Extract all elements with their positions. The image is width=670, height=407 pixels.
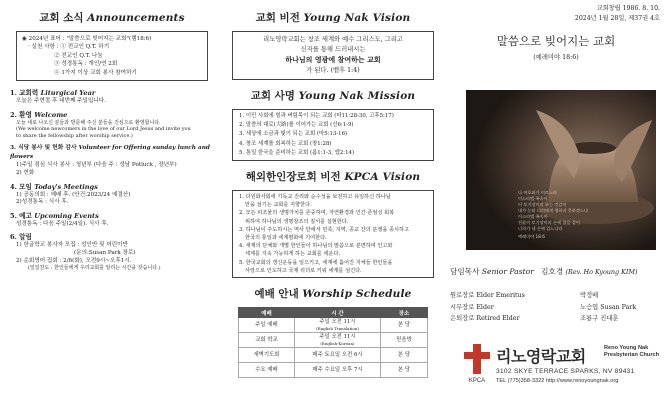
announcement-heading-en: Upcoming Events bbox=[34, 211, 99, 220]
photo-verse-line: 이스라엘 족속아 bbox=[518, 214, 548, 219]
church-name-en bbox=[604, 345, 659, 359]
announcement-text: 성경통독 : 다음 주일(2/4일). 식사 후. bbox=[16, 220, 109, 227]
vision-title-ko: 교회 비전 bbox=[255, 12, 300, 24]
founded-date: 교회창립 1986. 8. 10. bbox=[596, 5, 660, 12]
vision-title bbox=[228, 10, 438, 25]
announcement-welcome bbox=[10, 111, 214, 140]
announcements-title-ko: 교회 소식 bbox=[39, 12, 84, 24]
announcement-heading-en: Today's Meetings bbox=[34, 182, 98, 191]
schedule-time-cell bbox=[295, 333, 381, 348]
announcement-text: 2) 헌화 bbox=[16, 170, 35, 176]
cover-title: 말씀으로 빚어지는 교회 bbox=[496, 34, 616, 48]
announcements-title bbox=[10, 10, 214, 25]
announcement-text: 2) 순회영어 집회 : 2/6(화), 오전9시~오후1시. bbox=[16, 257, 132, 264]
photo-verse-line: 이 토기장이의 하는 것같이 bbox=[518, 202, 567, 207]
photo-verse-line: 이스라엘 족속아 bbox=[518, 196, 548, 201]
schedule-time-cell bbox=[295, 318, 381, 333]
elder-row bbox=[450, 302, 664, 314]
schedule-title-ko: 예배 안내 bbox=[254, 288, 299, 301]
announcement-text: (We welcome newcomers in the love of our Lord Jesus and invite you bbox=[16, 126, 191, 133]
elders-list bbox=[450, 290, 664, 325]
pastor-name-ko: 김호경 bbox=[541, 267, 564, 276]
kpca-item: 5. 한국교회의 갱신운동을 일으키고, 세계에 흩어진 지체들 한인들을 bbox=[239, 259, 393, 266]
announcement-text: 2)성경통독 : 식사 후. bbox=[16, 199, 69, 206]
potter-photo bbox=[466, 90, 656, 250]
elder-row bbox=[450, 313, 664, 325]
photo-verse-ref: 예레미야 18:6 bbox=[518, 234, 545, 239]
announcement-text: 1)주일 점심 식사 봉사 : 청년부 (다음 주 : 성남 Potluck , 장년부) bbox=[16, 162, 177, 169]
mission-item: 5. 통일 한국을 준비하는 교회 (롬1:1-3, 엡2:14) bbox=[239, 149, 355, 156]
announcement-heading: 4. 모임 bbox=[10, 182, 32, 191]
kpca-title-ko: 해외한인장로회 비전 bbox=[245, 171, 341, 184]
vision-emphasis: 하나님의 영광에 참여하는 교회 bbox=[285, 55, 381, 64]
elder-name: 박정배 bbox=[580, 292, 599, 299]
church-name-en-line: Presbyterian Church bbox=[604, 352, 660, 358]
announcement-heading: 2. 환영 bbox=[10, 110, 32, 119]
kpca-cross-icon bbox=[460, 340, 494, 384]
schedule-row bbox=[239, 348, 428, 363]
kpca-item: 위하여 하나님의 생명창조의 질서를 실현한다. bbox=[245, 218, 349, 225]
announcement-text: to share the fellowship after worship service.) bbox=[16, 132, 133, 139]
vision-text: 가 된다. (벧후 1:4) bbox=[306, 67, 360, 74]
bulletin-header bbox=[450, 4, 662, 23]
schedule-row bbox=[239, 363, 428, 378]
elder-role: 시무장로 Elder bbox=[450, 303, 494, 311]
schedule-name: 주일 예배 bbox=[239, 318, 295, 333]
photo-verse bbox=[518, 190, 608, 240]
schedule-sub: (English-Korean) bbox=[320, 340, 355, 346]
schedule-time: 매주 수요일 오후 7시 bbox=[295, 363, 381, 378]
announcement-meetings bbox=[10, 183, 214, 207]
church-name-ko: 리노영락교회 bbox=[496, 347, 586, 366]
church-logo-block bbox=[456, 340, 666, 404]
announcement-liturgical bbox=[10, 89, 214, 106]
year-theme-box bbox=[16, 31, 208, 81]
kpca-item: 1. 다원화사회에 기독교 진리와 순수성을 보전하고 유일하신 하나님 bbox=[239, 194, 391, 201]
cover-reference: (예레미야 18:6) bbox=[533, 54, 579, 61]
announcement-heading: 3. 식당 봉사 및 헌화 감사 bbox=[10, 145, 77, 152]
schedule-row bbox=[239, 318, 428, 333]
mission-box bbox=[232, 109, 434, 161]
photo-verse-line: 너희가 내 손에 있느니라 bbox=[518, 226, 563, 231]
photo-verse-line: 내가 능히 너희에게 행하지 못하겠느냐 bbox=[518, 208, 589, 213]
kpca-item: 만을 섬기는 교회를 지향한다. bbox=[245, 202, 312, 209]
mission-item: 4. 창조 세계를 회복하는 교회 (창1:28) bbox=[239, 140, 332, 147]
schedule-name: 수요 예배 bbox=[239, 363, 295, 378]
mission-item: 1. 이민 사회에 힘과 버팀목이 되는 교회 (마11:28-30, 고후5:17) bbox=[239, 113, 394, 119]
year-theme-line: ④ 1가지 이상 교회 봉사 참여하기 bbox=[54, 69, 137, 76]
announcement-heading-en: Volunteer for Offering sunday lunch and flowers bbox=[10, 145, 210, 161]
schedule-place: 본 당 bbox=[381, 318, 428, 333]
elder-name: 조룡구 진대훈 bbox=[580, 315, 619, 322]
schedule-name: 새벽기도회 bbox=[239, 348, 295, 363]
vision-text: 리노영락교회는 창조 세계와 예수 그리스도, 그리고 bbox=[263, 36, 403, 43]
kpca-item: 4. 세계의 단체와 개별 한인들이 하나님의 말씀으로 분면하며 인고와 bbox=[239, 243, 393, 250]
schedule-sub: (English Translation) bbox=[316, 325, 359, 331]
schedule-time: 주일 오전 11시 bbox=[319, 334, 356, 341]
announcement-heading: 5. 예고 bbox=[10, 211, 32, 220]
pastor-label-ko: 담임목사 bbox=[450, 267, 480, 276]
elder-row bbox=[450, 290, 664, 302]
church-contact: TEL (775)358-3322 http://www.renoyoungnak.org bbox=[496, 378, 619, 384]
kpca-box bbox=[232, 190, 434, 278]
mission-title-en: Young Nak Mission bbox=[298, 90, 416, 102]
mission-title bbox=[228, 88, 438, 103]
kpca-label: KPCA bbox=[468, 378, 486, 384]
kpca-title bbox=[228, 169, 438, 184]
schedule-row bbox=[239, 333, 428, 348]
schedule-header: 예배 bbox=[239, 308, 295, 318]
announcement-heading-en: Welcome bbox=[34, 110, 68, 119]
pastor-label-en: Senior Pastor bbox=[481, 267, 534, 276]
schedule-place: 본 당 bbox=[381, 363, 428, 378]
announcements-title-en: Announcements bbox=[87, 12, 185, 24]
elder-name: 노승엽 Susan Park bbox=[580, 303, 637, 311]
vision-text: 신자를 통해 드러내시는 bbox=[300, 46, 366, 53]
kpca-item: 3. 하나님이 주도하시는 역사 안에서 민족, 지역, 종교 간의 분쟁을 종식하고 bbox=[239, 226, 410, 233]
church-name-en-line: Reno Young Nak bbox=[604, 345, 649, 351]
schedule-place: 본 당 bbox=[381, 348, 428, 363]
vision-column bbox=[222, 0, 444, 407]
kpca-title-en: KPCA Vision bbox=[344, 171, 421, 184]
announcement-heading-en: Liturgical Year bbox=[40, 89, 96, 98]
announcement-text: 오늘은 주현절 후 네번째 주일입니다. bbox=[16, 98, 106, 105]
announcement-text: (문의:Susan Park 장로) bbox=[74, 249, 136, 256]
mission-item: 3. 세상에 소금과 빛이 되는 교회 (마5:13-16) bbox=[239, 131, 348, 138]
schedule-header-row bbox=[239, 308, 428, 318]
elder-role: 원로장로 Elder Emeritus bbox=[450, 292, 525, 299]
announcement-notice bbox=[10, 233, 214, 272]
church-address: 3102 SKYE TERRACE SPARKS, NV 89431 bbox=[496, 368, 635, 375]
photo-verse-line: 나 여호와가 이르노라 bbox=[518, 190, 558, 195]
announcement-text: (일일찬도 : 한인들에게 우리교회를 알리는 시간을 갖습니다.) bbox=[28, 265, 161, 272]
vision-box bbox=[232, 31, 434, 80]
kpca-item: 세계를 지속 가능하게 하는 교회를 세운다. bbox=[245, 251, 341, 258]
schedule-place: 믿음방 bbox=[381, 333, 428, 348]
year-theme-line: · 실천 사항 : ① 전교인 Q.T. 하기 bbox=[28, 44, 110, 51]
kpca-item: 2. 모든 피조물의 생명가치를 존중하며, 자연환경과 인간 존엄성 회복 bbox=[239, 210, 395, 217]
kpca-item: 한국의 통일과 세계평화에 기여한다. bbox=[245, 235, 327, 242]
schedule-name: 교회 학교 bbox=[239, 333, 295, 348]
schedule-header: 장소 bbox=[381, 308, 428, 318]
announcement-upcoming bbox=[10, 212, 214, 229]
schedule-table bbox=[238, 307, 428, 378]
issue-info: 2024년 1월 28일, 제37권 4호 bbox=[574, 14, 660, 22]
photo-verse-line: 진흙이 토기장이의 손에 있음 같이 bbox=[518, 220, 580, 225]
schedule-title-en: Worship Schedule bbox=[302, 288, 412, 301]
schedule-time: 주일 오전 11시 bbox=[319, 319, 356, 326]
senior-pastor bbox=[450, 266, 664, 277]
announcement-volunteer bbox=[10, 144, 214, 177]
mission-item: 2. 말씀의 대로(大路)를 이어가는 교회 (신6:1-9) bbox=[239, 122, 354, 129]
year-theme-line: ③ 성경통독 : 개인/연 2회 bbox=[54, 61, 118, 68]
kpca-item: 사랑으로 인도하고 국제 리더로 키워 세계를 섬긴다. bbox=[245, 267, 362, 274]
vision-title-en: Young Nak Vision bbox=[303, 12, 411, 24]
elder-role: 은퇴장로 Retired Elder bbox=[450, 315, 520, 322]
schedule-time: 매주 토요일 오전 6시 bbox=[295, 348, 381, 363]
schedule-header: 시 간 bbox=[295, 308, 381, 318]
year-theme-line: ② 전교인 Q.T. 나눔 bbox=[54, 52, 103, 59]
announcements-column bbox=[0, 0, 222, 407]
mission-title-ko: 교회 사명 bbox=[250, 90, 295, 102]
announcement-text: 1) 한글학교 봉사자 모집 : 성인반 및 어린이반 bbox=[16, 242, 128, 249]
year-theme-line: ◉ 2024년 표어 : "말씀으로 빚어지는 교회"(렘18:6) bbox=[22, 36, 152, 42]
schedule-title bbox=[228, 286, 438, 301]
announcement-heading: 1. 교회력 bbox=[10, 89, 39, 98]
pastor-name-en: (Rev. Ho Kyoung KIM) bbox=[565, 268, 638, 276]
announcement-text: 1) 공동의회 : 예배 후. (안건:2023/24 예결산) bbox=[16, 191, 131, 198]
announcement-heading: 6. 알림 bbox=[10, 233, 32, 242]
announcement-text: 오늘 새로 나오신 분들과 방문해 주신 분들을 진심으로 환영합니다. bbox=[16, 119, 161, 126]
